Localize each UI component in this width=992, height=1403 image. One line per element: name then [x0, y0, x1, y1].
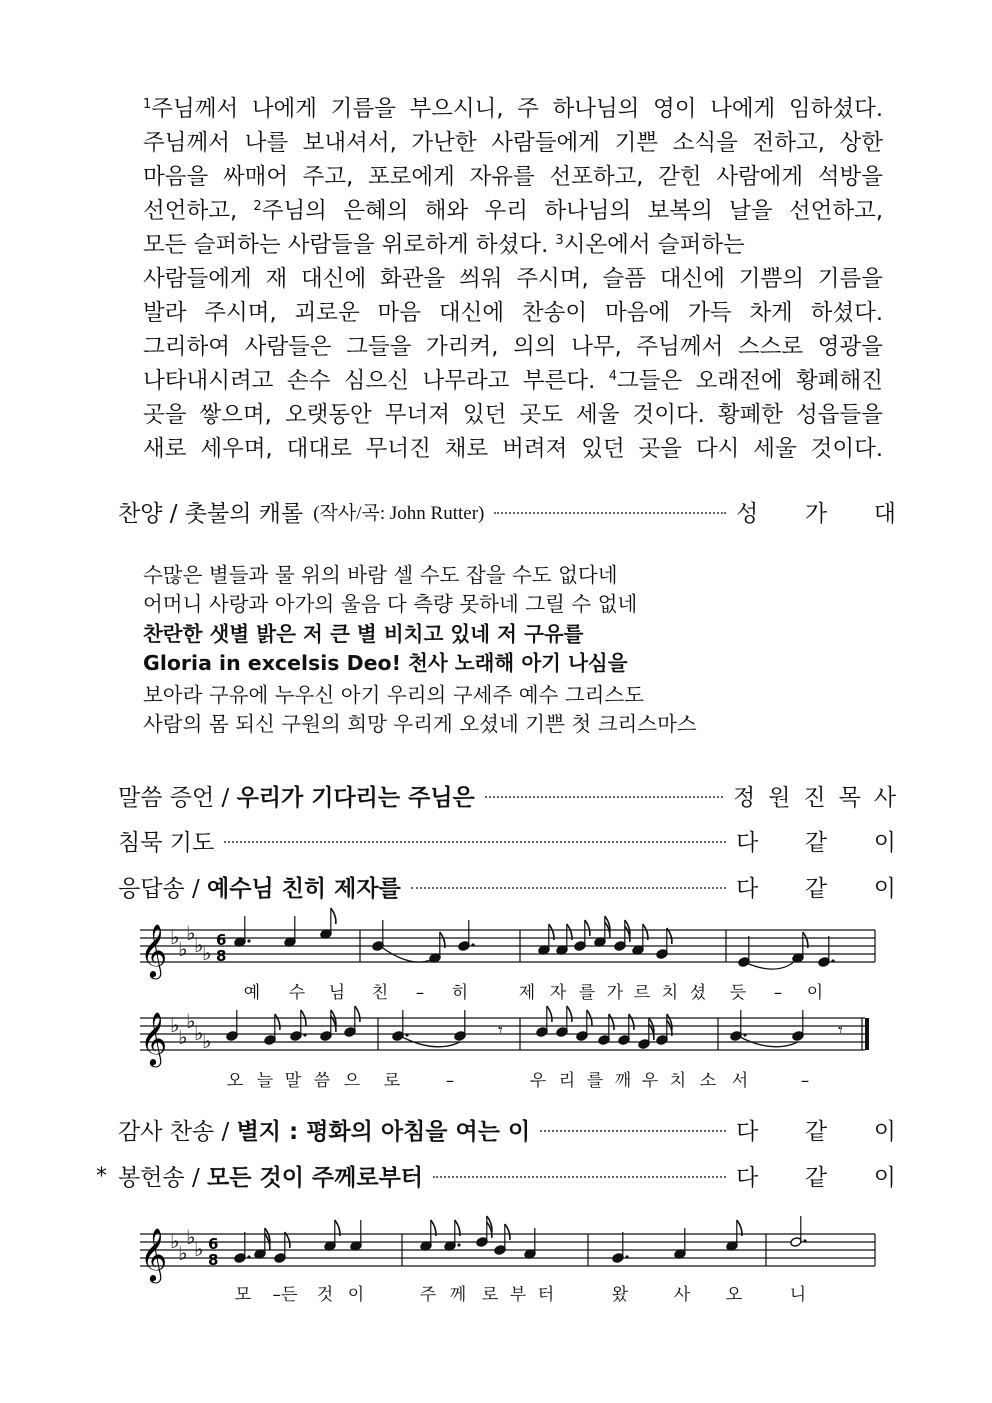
carol-lyric-line: Gloria in excelsis Deo! 천사 노래해 아기 나심을 [143, 651, 628, 675]
response-row [118, 866, 896, 906]
lyric-syllable: 오 [725, 1285, 743, 1305]
svg-text:♭: ♭ [170, 1229, 180, 1253]
lyric-syllable: 으 [343, 1071, 361, 1091]
leader-dots [494, 512, 726, 514]
svg-text:♭: ♭ [178, 937, 188, 961]
lyric-syllable: 왔 [611, 1285, 629, 1305]
scripture-text: 그들은 오래전에 황폐해진 [616, 368, 883, 394]
slur [744, 958, 798, 969]
scripture-line [143, 296, 883, 330]
offertory-performer: 다 같 이 [736, 1164, 896, 1191]
treble-clef-icon: 𝄞 [140, 1011, 168, 1065]
lyrics-row-3 [235, 1284, 806, 1305]
lyric-syllable: 로 [481, 1285, 499, 1305]
note-mark [254, 1228, 270, 1259]
note-mark [556, 1006, 572, 1037]
response-label: 응답송 / [118, 875, 208, 902]
scripture-line [143, 432, 883, 466]
note-mark [444, 1220, 461, 1251]
response-score [130, 918, 890, 1098]
svg-text:♭: ♭ [178, 1241, 188, 1265]
lyric-syllable: 말 [284, 1071, 302, 1091]
note-mark [324, 1220, 340, 1251]
scripture-text: 주님께서 나에게 기름을 부으시니, 주 하나님의 영이 나에게 임하셨다. [151, 96, 883, 122]
scripture-line [143, 330, 883, 364]
note-mark [538, 924, 554, 955]
note-mark [429, 932, 445, 963]
rest-mark [838, 1020, 843, 1041]
lyric-syllable: 를 [586, 1071, 604, 1091]
lyric-syllable: 님 [328, 983, 346, 1003]
staff-row-3 [140, 1234, 875, 1266]
sermon-row [118, 775, 896, 815]
note-mark [524, 1228, 536, 1259]
scripture-text: 시온에서 슬퍼하는 [563, 232, 745, 258]
svg-text:♭: ♭ [186, 921, 196, 945]
note-mark [350, 1220, 362, 1251]
carol-lyric-line: 보아라 구유에 누우신 아기 우리의 구세주 예수 그리스도 [143, 683, 645, 707]
note-mark [372, 920, 384, 951]
note-mark [598, 1014, 614, 1045]
lyric-syllable: 셨 [689, 983, 707, 1003]
lyric-syllable: 친 [371, 983, 389, 1003]
note-mark [556, 924, 572, 955]
key-signature-flats [170, 1225, 203, 1265]
lyric-syllable: 사 [673, 1285, 691, 1305]
note-mark [674, 1228, 686, 1259]
svg-text:♭: ♭ [202, 941, 212, 965]
scripture-text: 마음을 싸매어 주고, 포로에게 자유를 선포하고, 갇힌 사람에게 석방을 [143, 164, 883, 190]
response-performer: 다 같 이 [736, 875, 896, 902]
anthem-performer: 성 가 대 [736, 500, 896, 527]
lyric-syllable: 이 [347, 1285, 365, 1305]
sermon-performer: 정 원 진 목 사 [733, 784, 896, 811]
carol-lyric-line: 사람의 몸 되신 구원의 희망 우리게 오셨네 기쁜 첫 크리스마스 [143, 712, 697, 736]
note-mark [618, 1014, 634, 1045]
note-mark [574, 920, 590, 951]
lyrics-row-1 [244, 982, 823, 1003]
note-mark [594, 916, 610, 947]
lyric-syllable: 소 [699, 1071, 717, 1091]
lyric-syllable: 주 [419, 1285, 437, 1305]
svg-text:♭: ♭ [194, 1021, 204, 1045]
time-sig-bottom: 8 [208, 1251, 219, 1269]
scripture-reading [143, 92, 883, 466]
lyric-syllable: 이 [806, 983, 824, 1003]
lyric-syllable: 니 [789, 1285, 807, 1305]
lyric-syllable: 오 [226, 1071, 244, 1091]
scripture-text: 주님의 은혜의 해와 우리 하나님의 보복의 날을 선언하고, [261, 198, 884, 224]
note-mark [344, 1006, 360, 1037]
scripture-text: 주님께서 나를 보내셔서, 가난한 사람들에게 기쁜 소식을 전하고, 상한 [143, 130, 883, 156]
silent-prayer-performer: 다 같 이 [736, 829, 896, 856]
scripture-text: 나타내시려고 손수 심으신 나무라고 부른다. [143, 368, 609, 394]
svg-text:𝄾: 𝄾 [838, 1020, 843, 1041]
scripture-line [143, 92, 883, 126]
lyric-syllable: 리 [558, 1071, 576, 1091]
leader-dots [433, 1176, 726, 1178]
anthem-title: 찬양 / 촛불의 캐롤 [118, 500, 304, 527]
note-mark [656, 1014, 672, 1045]
note-mark [614, 920, 630, 951]
note-mark [818, 936, 835, 967]
anthem-row [118, 491, 896, 531]
scripture-line [143, 126, 883, 160]
scripture-text: 곳을 쌓으며, 오랫동안 무너져 있던 곳도 세울 것이다. 황폐한 성읍들을 [143, 402, 883, 428]
scripture-line [143, 160, 883, 194]
lyric-syllable: 씀 [313, 1071, 331, 1091]
note-mark [274, 1232, 290, 1263]
lyric-syllable: 르 [633, 983, 651, 1003]
time-sig-top: 6 [216, 931, 227, 949]
scripture-line [143, 364, 883, 398]
note-mark [234, 1232, 251, 1263]
staff-row-1 [140, 930, 875, 962]
lyric-syllable: 모 [234, 1285, 252, 1305]
anthem-credit: (작사/곡: John Rutter) [313, 502, 485, 524]
leader-dots [224, 841, 726, 843]
lyric-syllable: 치 [661, 983, 679, 1003]
lyric-syllable: –든 [272, 1285, 298, 1305]
time-sig-top: 6 [208, 1235, 219, 1253]
svg-text:♭: ♭ [170, 1013, 180, 1037]
lyric-syllable: 터 [537, 1285, 555, 1305]
offertory-score [130, 1212, 890, 1312]
key-signature-flats [170, 1009, 211, 1053]
time-sig-bottom: 8 [216, 947, 227, 965]
lyric-syllable: 치 [669, 1071, 687, 1091]
lyric-syllable: 께 [449, 1285, 467, 1305]
note-mark [656, 928, 672, 959]
svg-text:♭: ♭ [178, 1025, 188, 1049]
lyric-syllable: 수 [288, 983, 306, 1003]
lyric-syllable: – [800, 1071, 810, 1091]
lyric-syllable: 서 [731, 1071, 749, 1091]
silent-prayer-row [118, 820, 896, 860]
scripture-text: 발라 주시며, 괴로운 마음 대신에 찬송이 마음에 가득 차게 하셨다. [143, 300, 883, 326]
notes-row-2 [226, 1006, 843, 1049]
note-mark [612, 1232, 629, 1263]
scripture-text: 모든 슬퍼하는 사람들을 위로하게 하셨다. [143, 232, 556, 258]
note-mark [420, 1220, 436, 1251]
lyric-syllable: 제 [518, 983, 536, 1003]
thanks-performer: 다 같 이 [736, 1118, 896, 1145]
verse-number: 1 [143, 97, 152, 112]
scripture-text: 사람들에게 재 대신에 화관을 씌워 주시며, 슬픔 대신에 기쁨의 기름을 [143, 266, 883, 292]
svg-text:♭: ♭ [186, 1009, 196, 1033]
thanks-title: 별지 : 평화의 아침을 여는 이 [236, 1118, 531, 1145]
scripture-line [143, 194, 883, 228]
note-mark [790, 1216, 807, 1247]
note-mark [726, 1220, 742, 1251]
svg-text:𝄾: 𝄾 [498, 1020, 503, 1041]
rest-mark [498, 1020, 503, 1041]
lyric-syllable: 우 [641, 1071, 659, 1091]
carol-lyric-line: 어머니 사랑과 아가의 울음 다 측량 못하네 그릴 수 없네 [143, 592, 638, 616]
note-mark [234, 916, 251, 947]
scripture-line [143, 398, 883, 432]
svg-text:♭: ♭ [194, 1237, 204, 1261]
key-signature-flats [170, 921, 211, 965]
svg-text:♭: ♭ [202, 1029, 212, 1053]
svg-text:♭: ♭ [170, 925, 180, 949]
note-mark [458, 920, 475, 951]
lyric-syllable: 늘 [256, 1071, 274, 1091]
note-mark [476, 1216, 492, 1247]
standing-mark: * [96, 1164, 107, 1189]
sermon-label: 말씀 증언 / [118, 784, 237, 811]
note-mark [284, 916, 296, 947]
note-mark [536, 1006, 552, 1037]
lyric-syllable: 것 [316, 1285, 334, 1305]
lyric-syllable: 히 [451, 983, 469, 1003]
sermon-title: 우리가 기다리는 주님은 [236, 784, 475, 811]
svg-text:♭: ♭ [186, 1225, 196, 1249]
leader-dots [540, 1130, 726, 1132]
treble-clef-icon: 𝄞 [140, 923, 168, 977]
scripture-text: 그리하여 사람들은 그들을 가리켜, 의의 나무, 주님께서 스스로 영광을 [143, 334, 883, 360]
carol-lyric-line: 수많은 별들과 물 위의 바람 셀 수도 잡을 수도 없다네 [143, 563, 618, 587]
note-mark [494, 1224, 510, 1255]
note-mark [792, 932, 808, 963]
lyrics-row-2 [227, 1070, 809, 1091]
notes-row-3 [234, 1216, 807, 1263]
leader-dots [411, 887, 726, 889]
lyric-syllable: 자 [549, 983, 567, 1003]
thanks-hymn-row [118, 1109, 896, 1149]
scripture-text: 새로 세우며, 대대로 무너진 채로 버려져 있던 곳을 다시 세울 것이다. [143, 436, 883, 462]
verse-number: 2 [253, 199, 262, 214]
carol-lyric-line: 찬란한 샛별 밝은 저 큰 별 비치고 있네 저 구유를 [143, 622, 584, 646]
svg-text:♭: ♭ [194, 933, 204, 957]
scripture-line [143, 228, 883, 262]
leader-dots [485, 796, 723, 798]
scripture-text: 선언하고, [143, 198, 254, 224]
treble-clef-icon: 𝄞 [140, 1227, 168, 1281]
lyric-syllable: 우 [529, 1071, 547, 1091]
silent-prayer-label: 침묵 기도 [118, 829, 215, 856]
offertory-row [118, 1155, 896, 1195]
staff-row-2 [140, 1018, 867, 1050]
offertory-title: 모든 것이 주께로부터 [207, 1164, 424, 1191]
lyric-syllable: 가 [606, 983, 624, 1003]
lyric-syllable: – [773, 983, 783, 1003]
lyric-syllable: 예 [243, 983, 261, 1003]
verse-number: 3 [555, 233, 564, 248]
lyric-syllable: 를 [578, 983, 596, 1003]
lyric-syllable: 듯 [729, 983, 747, 1003]
lyric-syllable: – [415, 983, 425, 1003]
note-mark [320, 908, 336, 939]
scripture-line [143, 262, 883, 296]
note-mark [264, 1014, 280, 1045]
offertory-label: 봉헌송 / [118, 1164, 208, 1191]
response-title: 예수님 친히 제자를 [207, 875, 401, 902]
lyric-syllable: 로 [383, 1071, 401, 1091]
verse-number: 4 [608, 369, 617, 384]
note-mark [632, 924, 648, 955]
lyric-syllable: 부 [509, 1285, 527, 1305]
lyric-syllable: – [445, 1071, 455, 1091]
lyric-syllable: 깨 [614, 1071, 632, 1091]
thanks-label: 감사 찬송 / [118, 1118, 237, 1145]
